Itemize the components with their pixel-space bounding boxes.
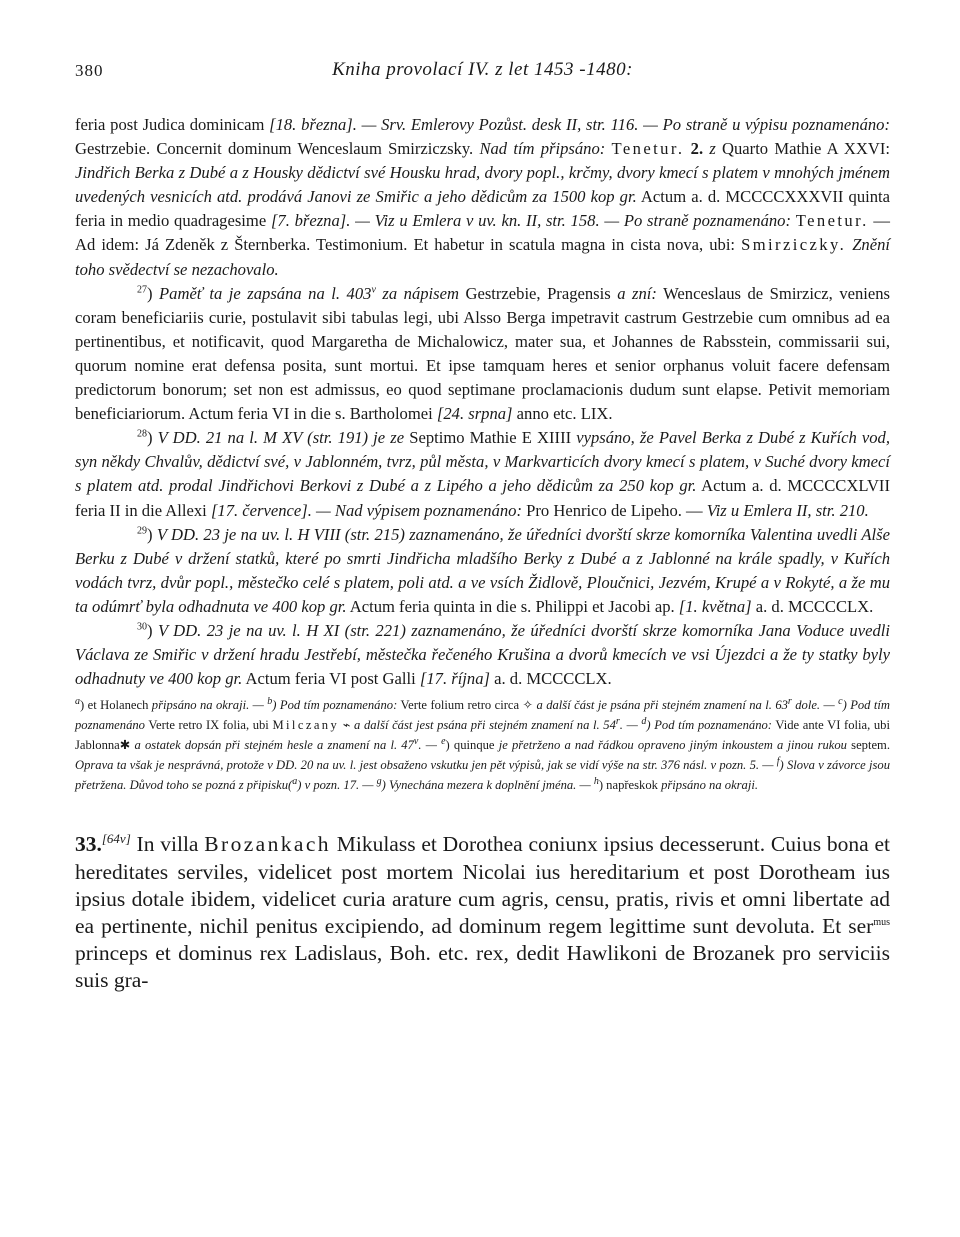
text-run: ) et Holanech <box>80 698 152 713</box>
footnote-paragraph <box>75 695 890 795</box>
text-run: anno etc. LIX. <box>512 404 613 424</box>
text-run: In villa <box>130 832 205 857</box>
text-run: Actum a. d. MCCCCXXXVII quinta feria in medio quadragesime <box>75 187 891 231</box>
text-run: septem. <box>846 738 890 753</box>
note-paragraph <box>75 113 890 282</box>
text-run: Verte retro IX folia, ubi <box>144 718 273 733</box>
note-paragraph <box>75 619 890 691</box>
text-run: ) <box>147 524 157 544</box>
text-run: ) <box>147 283 160 303</box>
text-run: Actum a. d. MCCCCXLVII feria II in die Allexi <box>75 476 890 520</box>
text-run: 2. <box>690 139 704 159</box>
text-run: [24. srpna] <box>436 404 513 424</box>
text-run: . — <box>619 718 642 733</box>
superscript-mark: 28 <box>137 428 147 440</box>
entry-33 <box>75 825 890 994</box>
text-run: Znění toho svědectví se nezachovalo. <box>75 235 890 279</box>
note-paragraph <box>75 523 890 619</box>
notes-section <box>75 113 890 691</box>
text-run: Actum feria VI post Galli <box>242 669 420 689</box>
running-title: Kniha provolací IV. z let 1453 -1480: <box>332 59 633 80</box>
text-run: [18. března]. — Srv. Emlerovy Pozůst. desk II, str. 116. — Po straně u výpisu poznamenáno: <box>269 115 890 134</box>
text-run: Verte folium retro circa ✧ <box>397 698 537 713</box>
superscript-mark: g <box>376 776 382 788</box>
text-run: ) Pod tím poznamenáno: <box>646 718 772 733</box>
page-number: 380 <box>75 61 104 80</box>
superscript-mark: d <box>641 716 647 728</box>
superscript-mark: 29 <box>137 525 147 537</box>
superscript-mark: e <box>441 736 446 748</box>
superscript-mark: v <box>413 736 419 748</box>
text-run: Milczany <box>272 718 340 733</box>
text-run: ) na <box>598 778 619 793</box>
folio-reference: [64v] <box>101 831 131 847</box>
text-run: a další část je psána při stejném znamení na l. 63 <box>536 698 788 713</box>
text-run: připsáno na okraji. — <box>151 698 268 713</box>
text-run: V DD. 21 na l. M XV (str. 191) je ze <box>157 428 405 448</box>
text-run: . — <box>418 738 442 753</box>
text-run: [1. května] <box>678 596 752 616</box>
text-run: V DD. 23 je na uv. l. H VIII (str. 215) zaznamenáno, že úředníci dvorští skrze komorníka Valentina uvedli Alše Berku z Dubé v držení statků, které po smrti Jindřicha mladšího Berky z Dubé a z Jablonné na krále spadly, v Kuřích vodách tvrz, dvůr popl., městečko celé s platem, poli atd. a ve vsích Židlově, Ploučnici, Jezvém, Krupé a v Rokyté, a že mu ta odúmrť byla odhadnuta ve 400 kop gr. <box>75 524 890 616</box>
text-run: ⌁ <box>339 718 355 733</box>
text-run: Tenetur. <box>795 211 869 231</box>
text-run: je přetrženo a nad řádkou opraveno jiným inkoustem a jinou rukou <box>498 738 847 753</box>
text-run: Tenetur. <box>611 139 685 159</box>
text-run: Mikulass et Dorothea coniunx ipsius decesserunt. Cuius bona et hereditates serviles, videlicet post mortem Nicolai ius hereditarium et post Dorotheam ius ipsius dotale ibidem, videlicet curia arature cum agris, censu, pratis, rivis et omni libertate ad ea pertinente, nichil penitus excipiendo, ad dominum regem legittime sunt devoluta. Et ser <box>75 832 891 939</box>
superscript-mark: a <box>75 696 80 708</box>
text-run: Oprava ta však je nesprávná, protože v DD. 20 na uv. l. jest obsaženo vskutku jen pět výpisů, jak se vidí výše na str. 376 násl. v pozn. 5. — <box>75 758 777 773</box>
text-run: přeskok <box>618 778 662 793</box>
text-run: ) <box>147 428 158 448</box>
superscript-mark: b <box>267 696 273 708</box>
entry-text <box>75 832 890 992</box>
note-paragraph <box>75 282 890 427</box>
superscript-mark: 27 <box>137 284 147 296</box>
superscript-mark: f <box>776 756 780 768</box>
text-run: Gestrzebie, Pragensis <box>458 283 618 303</box>
text-run: Septimo Mathie E XIIII <box>404 428 577 448</box>
text-run: ) <box>147 620 158 640</box>
text-run: Viz u Emlera II, str. 210. <box>706 500 869 520</box>
superscript-mark: 30 <box>137 621 147 633</box>
text-run: Paměť ta je zapsána na l. 403 <box>159 283 372 303</box>
text-run: feria post Judica dominicam <box>75 115 270 134</box>
text-run: a zní: <box>617 283 657 303</box>
text-run: Brozankach <box>204 832 331 857</box>
text-run: Actum feria quinta in die s. Philippi et Jacobi ap. <box>346 596 679 616</box>
text-run: vypsáno, že Pavel Berka z Dubé z Kuřích vod, syn někdy Chvalův, dědictví své, v Jablonném, tvrz, půl města, v Markvarticích dvory kmecí s platem, v Suché dvory kmecí s platem atd. prodal Jindřichovi Berkovi z Dubé a z Lipého a jeho dědicům za 250 kop gr. <box>75 428 890 496</box>
text-run: za nápisem <box>375 283 459 303</box>
text-run: z <box>709 139 716 159</box>
text-run: ) v pozn. 17. — <box>297 778 377 793</box>
text-run: ) quinque <box>445 738 499 753</box>
text-run: — Ad idem: Já Zdeněk z Šternberka. Testimonium. Et habetur in scatula magna in cista nova, ubi: <box>75 211 890 255</box>
superscript-mark: h <box>593 776 599 788</box>
superscript-mark: v <box>371 284 376 296</box>
apparatus-footnotes <box>75 695 890 795</box>
text-run: ) Slova v závorce jsou přetržena. Důvod toho se pozná z připisku( <box>75 758 890 793</box>
note-paragraph <box>75 426 890 522</box>
text-run: Gestrzebie. Concernit dominum Wenceslaum Smirziczsky. <box>75 139 480 159</box>
text-run: ) Vynechána mezera k doplnění jména. — <box>381 778 594 793</box>
superscript-mark: mus <box>873 916 890 928</box>
text-run: a. d. MCCCCLX. <box>751 596 874 616</box>
text-run: princeps et dominus rex Ladislaus, Boh. etc. rex, dedit Hawlikoni de Brozanek pro serviciis suis gra- <box>75 941 890 993</box>
text-run: a další část jest psána při stejném znamení na l. 54 <box>354 718 616 733</box>
text-run: dole. — <box>791 698 839 713</box>
superscript-mark: a <box>292 776 298 788</box>
text-run: a. d. MCCCCLX. <box>489 669 612 689</box>
text-run: V DD. 23 je na uv. l. H XI (str. 221) zaznamenáno, že úředníci dvorští skrze komorníka Jana Voduce uvedli Václava ze Smiřic v držení hradu Jestřebí, městečka řečeného Krušina a dvorů kmecích ve vsi Újezdci a že ty statky byly odhadnuty ve 400 kop gr. <box>75 620 890 689</box>
superscript-mark: r <box>787 696 792 708</box>
running-header <box>75 55 890 89</box>
text-run: připsáno na okraji. <box>661 778 759 793</box>
entry-number: 33. <box>75 832 102 857</box>
superscript-mark: c <box>838 696 843 708</box>
text-run: Vide ante VI folia, ubi Jablonna✱ <box>75 718 890 753</box>
text-run: [17. října] <box>419 669 490 689</box>
text-run: Pro Henrico de Lipeho. — <box>522 500 707 520</box>
text-run: ) Pod tím poznamenáno: <box>272 698 398 713</box>
document-page <box>75 55 890 995</box>
superscript-mark: r <box>615 716 620 728</box>
text-run: Nad tím připsáno: <box>479 139 606 159</box>
text-run: a ostatek dopsán při stejném hesle a znamení na l. 47 <box>134 738 414 753</box>
text-run: Wenceslaus de Smirzicz, veniens coram beneficiariis curie, postulavit sibi tabulas legi, ubi Alsso Berga impetravit castrum Gestrzebie cum omnibus ad ea pertinentibus, et notificavit, quod Margaretha de Michalowicz, mater sua, et Johannes de Rabsstein, commissarii sui, quorum nomine erat defensa posita, sunt mortui. Et ipse tamquam heres et senior orphanus voluit facere defensam predictorum bonorum; set non est admissus, eo quod septimane proclamacionis dudum sunt elapse. Petivit memoriam beneficiariorum. Actum feria VI in die s. Bartholomei <box>75 283 891 424</box>
text-run: [17. července]. — Nad výpisem poznamenáno: <box>210 500 522 520</box>
text-run: [7. března]. — Viz u Emlera v uv. kn. II, str. 158. — Po straně poznamenáno: <box>270 211 791 231</box>
text-run: Smirziczky. <box>741 235 847 255</box>
text-run: Quarto Mathie A XXVI: <box>715 139 891 159</box>
text-run: ) Pod tím poznamenáno <box>75 698 890 733</box>
text-run: Jindřich Berka z Dubé a z Housky dědictví své Housku hrad, dvory popl., krčmy, dvory kmecí s platem v mnohých jménem uvedených vesnicích atd. prodává Janovi ze Smiřic a jeho dědicům za 1500 kop gr. <box>75 163 890 207</box>
